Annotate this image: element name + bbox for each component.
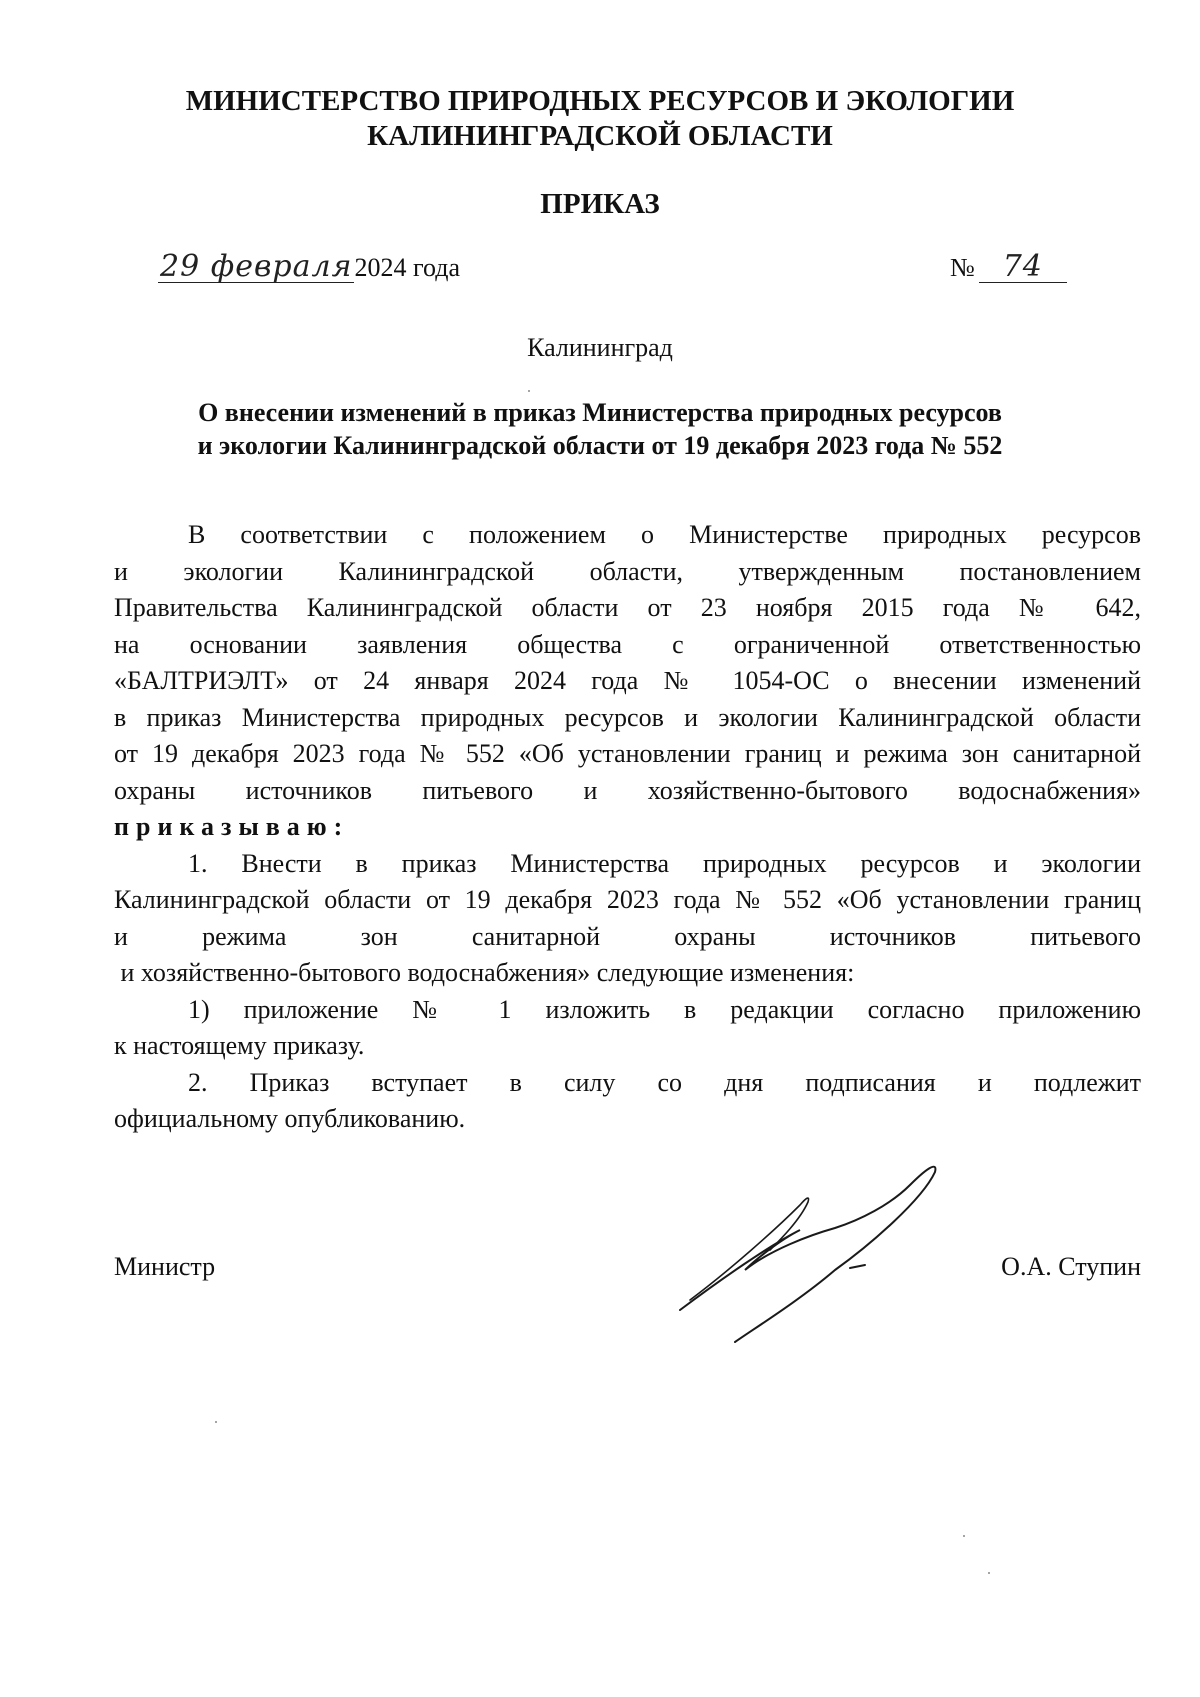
preamble-line: в приказ Министерства природных ресурсов и экологии Калининградской области [114, 702, 1141, 732]
document-number [950, 249, 1067, 284]
document-body [114, 517, 1141, 1138]
scan-speck [963, 1535, 965, 1537]
organization-header [0, 84, 1200, 154]
document-type: ПРИКАЗ [540, 188, 660, 220]
scan-speck [528, 390, 530, 392]
document-date [158, 249, 461, 284]
handwritten-signature [660, 1150, 980, 1350]
number-sign: № [950, 253, 975, 282]
signer-name: О.А. Ступин [1001, 1252, 1141, 1281]
item-1-line: Калининградской области от 19 декабря 2023 года № 552 «Об установлении границ [114, 885, 1141, 914]
document-title-line-1: О внесении изменений в приказ Министерства природных ресурсов [198, 398, 1002, 427]
preamble-line: охраны источников питьевого и хозяйственно-бытового водоснабжения» [114, 775, 1141, 805]
preamble-line: от 19 декабря 2023 года № 552 «Об установлении границ и режима зон санитарной [114, 739, 1141, 768]
document-title-line-2: и экологии Калининградской области от 19 декабря 2023 года № 552 [197, 431, 1003, 460]
handwritten-date: 29 февраля [160, 249, 353, 284]
item-1-sub-line: к настоящему приказу. [114, 1031, 365, 1060]
scan-speck [215, 1421, 217, 1423]
document-title [0, 396, 1200, 462]
preamble-line: Правительства Калининградской области от 23 ноября 2015 года № 642, [114, 593, 1141, 622]
document-city: Калининград [527, 333, 673, 362]
item-1-line: и режима зон санитарной охраны источников питьевого [114, 921, 1141, 951]
item-1-line: и хозяйственно-бытового водоснабжения» следующие изменения: [114, 958, 855, 987]
item-1-line: 1. Внести в приказ Министерства природных ресурсов и экологии [188, 848, 1141, 878]
printed-date-year: 2024 года [354, 253, 461, 282]
organization-line-1: МИНИСТЕРСТВО ПРИРОДНЫХ РЕСУРСОВ И ЭКОЛОГИИ [185, 85, 1015, 117]
preamble-line: «БАЛТРИЭЛТ» от 24 января 2024 года № 1054-ОС о внесении изменений [114, 666, 1141, 695]
item-1-sub-line: 1) приложение № 1 изложить в редакции согласно приложению [188, 994, 1141, 1024]
item-2-line: официальному опубликованию. [114, 1104, 466, 1133]
item-2-line: 2. Приказ вступает в силу со дня подписания и подлежит [188, 1067, 1141, 1097]
preamble-line: на основании заявления общества с ограниченной ответственностью [114, 629, 1141, 659]
preamble-line: и экологии Калининградской области, утвержденным постановлением [114, 556, 1141, 586]
signer-position: Министр [114, 1252, 216, 1281]
handwritten-number: 74 [979, 252, 1067, 283]
decree-word: приказываю: [114, 812, 350, 841]
organization-line-2: КАЛИНИНГРАДСКОЙ ОБЛАСТИ [367, 120, 833, 152]
preamble-line: В соответствии с положением о Министерстве природных ресурсов [188, 520, 1141, 549]
scan-speck [988, 1572, 990, 1574]
